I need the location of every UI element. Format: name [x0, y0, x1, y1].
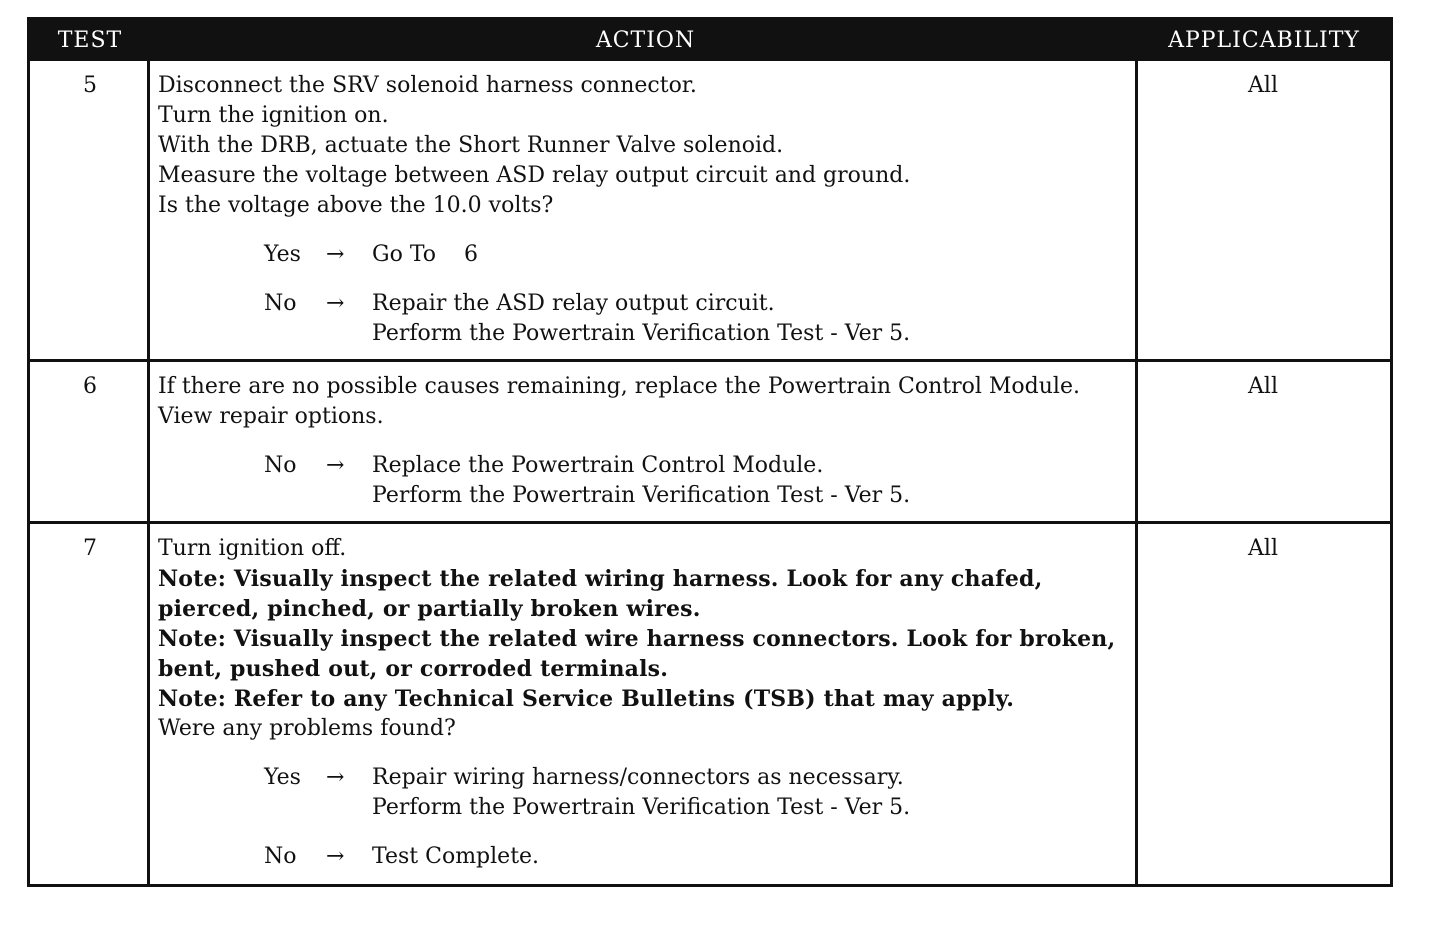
note-line: Note: Visually inspect the related wire harness connectors. Look for broken, [158, 626, 1116, 652]
note-line: pierced, pinched, or partially broken wires. [158, 596, 701, 622]
result-no [158, 289, 1133, 349]
action-line: View repair options. [158, 404, 384, 429]
result-text: Repair the ASD relay output circuit. [372, 291, 775, 316]
table-header [30, 20, 1390, 61]
result-yes [158, 240, 1133, 270]
test-number: 7 [83, 536, 97, 561]
action-cell [158, 534, 1133, 872]
applicability-value: All [1248, 536, 1278, 561]
arrow-icon: → [326, 242, 345, 267]
result-yes [158, 763, 1133, 823]
action-cell [158, 71, 1133, 349]
result-text: Test Complete. [372, 844, 540, 869]
result-text-block [372, 289, 910, 349]
arrow-icon: → [326, 291, 345, 316]
table-row-test-6 [30, 359, 1390, 524]
action-line: Were any problems found? [158, 716, 456, 741]
result-label: No [264, 844, 297, 869]
table-row-test-5 [30, 58, 1390, 362]
result-no [158, 451, 1133, 511]
action-line: If there are no possible causes remaining, replace the Powertrain Control Module. [158, 374, 1080, 399]
applicability-value: All [1248, 374, 1278, 399]
result-text: Perform the Powertrain Verification Test - Ver 5. [372, 483, 911, 508]
result-text: Perform the Powertrain Verification Test - Ver 5. [372, 321, 911, 346]
result-text-block [372, 451, 910, 511]
header-applicability: APPLICABILITY [1168, 28, 1360, 53]
note-line: Note: Refer to any Technical Service Bulletins (TSB) that may apply. [158, 686, 1015, 712]
test-number: 6 [83, 374, 97, 399]
table-row-test-7 [30, 521, 1390, 884]
action-cell [158, 372, 1133, 511]
action-line: Turn ignition off. [158, 536, 347, 561]
note-line: Note: Visually inspect the related wiring harness. Look for any chafed, [158, 566, 1043, 592]
action-line: Is the voltage above the 10.0 volts? [158, 193, 554, 218]
test-number: 5 [83, 73, 97, 98]
result-label: Yes [264, 242, 301, 267]
result-text: Perform the Powertrain Verification Test - Ver 5. [372, 795, 911, 820]
result-label: No [264, 453, 297, 478]
header-test: TEST [57, 28, 123, 53]
result-text: Repair wiring harness/connectors as necessary. [372, 765, 904, 790]
arrow-icon: → [326, 844, 345, 869]
applicability-value: All [1248, 73, 1278, 98]
result-label: No [264, 291, 297, 316]
action-line: Turn the ignition on. [158, 103, 389, 128]
result-text: Go To 6 [372, 242, 478, 267]
note-line: bent, pushed out, or corroded terminals. [158, 656, 669, 682]
arrow-icon: → [326, 453, 345, 478]
arrow-icon: → [326, 765, 345, 790]
result-text-block [372, 763, 910, 823]
action-line: Disconnect the SRV solenoid harness connector. [158, 73, 697, 98]
procedure-table [27, 17, 1393, 887]
result-text: Replace the Powertrain Control Module. [372, 453, 824, 478]
action-line: Measure the voltage between ASD relay output circuit and ground. [158, 163, 911, 188]
result-label: Yes [264, 765, 301, 790]
header-action: ACTION [595, 28, 696, 53]
result-no [158, 842, 1133, 872]
action-line: With the DRB, actuate the Short Runner Valve solenoid. [158, 133, 784, 158]
